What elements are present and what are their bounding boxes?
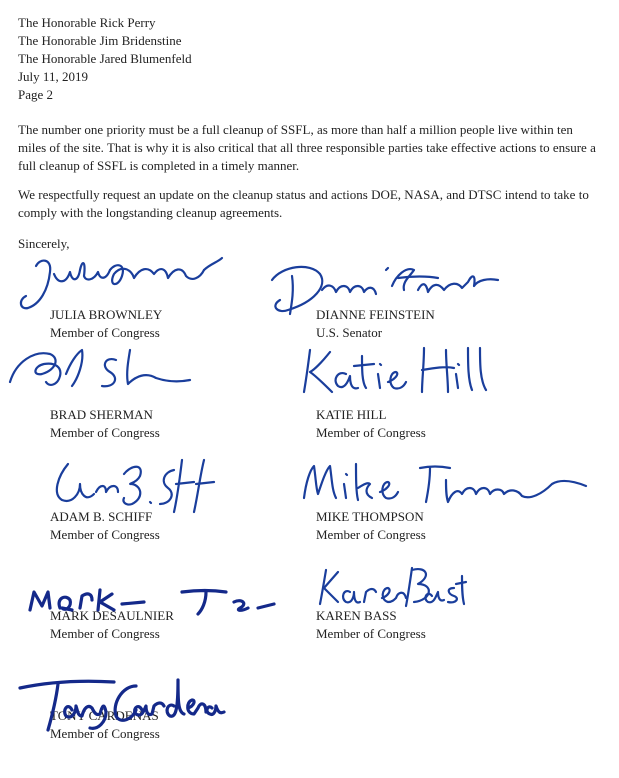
signatory-title: Member of Congress <box>50 425 160 440</box>
addressee-bridenstine: The Honorable Jim Bridenstine <box>18 33 182 48</box>
signatory-title: Member of Congress <box>50 626 160 641</box>
signatory-title: Member of Congress <box>316 527 426 542</box>
signatory-sherman <box>50 406 160 442</box>
signatory-name: JULIA BROWNLEY <box>50 307 163 322</box>
signature-schiff <box>40 454 220 516</box>
signatory-name: KATIE HILL <box>316 407 387 422</box>
page-number: Page 2 <box>18 87 54 102</box>
addressee-perry: The Honorable Rick Perry <box>18 15 156 30</box>
signature-brownley <box>14 252 229 314</box>
signatory-bass <box>316 607 426 643</box>
signatory-name: KAREN BASS <box>316 608 397 623</box>
signatory-title: Member of Congress <box>50 527 160 542</box>
signatory-name: MIKE THOMPSON <box>316 509 424 524</box>
signature-desaulnier <box>26 580 276 620</box>
signature-sherman <box>6 342 196 398</box>
signature-cardenas <box>18 672 228 734</box>
signatory-title: Member of Congress <box>50 325 160 340</box>
signatory-title: Member of Congress <box>316 425 426 440</box>
paragraph-cleanup-priority: The number one priority must be a full cleanup of SSFL, as more than half a million people live within ten miles of the site. That is why it is also critical that all three responsible parties take effective actions to ensure a full cleanup of SSFL is completed in a timely manner. <box>18 122 596 173</box>
signatory-name: DIANNE FEINSTEIN <box>316 307 435 322</box>
signatory-name: MARK DESAULNIER <box>50 608 174 623</box>
signature-hill <box>296 340 496 400</box>
closing-salutation: Sincerely, <box>18 236 70 251</box>
signature-bass <box>316 562 466 610</box>
signatory-title: Member of Congress <box>50 726 160 741</box>
paragraph-update-request: We respectfully request an update on the cleanup status and actions DOE, NASA, and DTSC intend to take to comply with the longstanding cleanup agreements. <box>18 187 589 220</box>
signature-feinstein <box>262 256 512 320</box>
signatory-title: U.S. Senator <box>316 325 383 340</box>
signatory-thompson <box>316 508 426 544</box>
signatory-hill <box>316 406 426 442</box>
signature-thompson <box>296 458 590 510</box>
letter-date: July 11, 2019 <box>18 69 88 84</box>
signatory-title: Member of Congress <box>316 626 426 641</box>
signatory-name: BRAD SHERMAN <box>50 407 153 422</box>
letter-header <box>18 14 192 104</box>
signatory-name: ADAM B. SCHIFF <box>50 509 153 524</box>
addressee-blumenfeld: The Honorable Jared Blumenfeld <box>18 51 192 66</box>
signatory-name: TONY CÁRDENAS <box>50 708 159 723</box>
